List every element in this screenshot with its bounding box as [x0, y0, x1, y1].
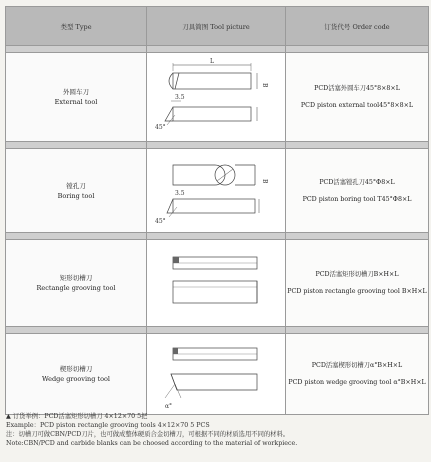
tool-catalog-table	[5, 6, 429, 415]
type-name-en: Wedge grooving tool	[41, 375, 110, 383]
type-cell	[6, 53, 147, 142]
type-cell	[6, 240, 147, 327]
boring-tool-drawing	[151, 151, 281, 231]
dim-b: 3.5	[175, 189, 185, 197]
picture-cell	[147, 149, 286, 233]
order-code-cell	[286, 240, 429, 327]
external-tool-drawing	[151, 55, 281, 139]
note-en: Note:CBN/PCD and carbide blanks can be choosed according to the material of workpiece.	[6, 440, 298, 447]
dim-b: 3.5	[175, 94, 185, 101]
table-row	[6, 240, 429, 327]
dim-angle: 45°	[155, 217, 166, 225]
table-header-row	[6, 7, 429, 46]
rectangle-grooving-tool-drawing	[151, 243, 281, 323]
type-name-cn: 楔形切槽刀	[59, 365, 93, 373]
type-cell	[6, 149, 147, 233]
dim-B: B	[261, 178, 268, 183]
picture-cell	[147, 334, 286, 415]
dim-angle: 45°	[155, 124, 166, 131]
order-code-cn: PCD活塞矩形切槽刀B×H×L	[315, 271, 399, 278]
dim-B: B	[261, 83, 268, 88]
type-name-en: Boring tool	[57, 191, 95, 200]
order-code-cn: PCD活塞镗孔刀45°Φ8×L	[319, 178, 395, 186]
picture-cell	[147, 53, 286, 142]
triangle-bullet-icon: ▲	[6, 413, 13, 420]
order-code-cell	[286, 53, 429, 142]
picture-cell	[147, 240, 286, 327]
type-name-cn: 矩形切槽刀	[59, 274, 93, 282]
type-name-cn: 外圆车刀	[63, 88, 89, 96]
order-code-cell	[286, 149, 429, 233]
note-cn: 注：切槽刀可做CBN/PCD刀片，也可做成整体硬质合金切槽刀，可根据不同的材质选用不同的材料。	[6, 431, 290, 438]
dim-angle: α°	[165, 403, 173, 410]
table-row	[6, 149, 429, 233]
wedge-grooving-tool-drawing	[151, 336, 281, 412]
order-code-cell	[286, 334, 429, 415]
catalog-sheet	[5, 6, 425, 410]
header-picture: 刀具简图 Tool picture	[147, 7, 286, 46]
order-code-cn: PCD活塞楔形切槽刀α°B×H×L	[311, 362, 403, 369]
order-code-cn: PCD活塞外圆车刀45°8×8×L	[314, 85, 400, 92]
table-row	[6, 53, 429, 142]
order-code-en: PCD piston rectangle grooving tool B×H×L	[287, 288, 427, 295]
type-name-en: External tool	[54, 98, 98, 106]
header-type: 类型 Type	[6, 7, 147, 46]
order-example-en: Example：PCD piston rectangle grooving tools 4×12×70 5 PCS	[6, 422, 210, 429]
order-example-cn: ▲ 订货举例：PCD活塞矩形切槽刀 4×12×70 5把	[6, 413, 148, 420]
order-code-en: PCD piston boring tool T45°Φ8×L	[302, 195, 412, 203]
order-notes	[6, 412, 426, 448]
type-name-en: Rectangle grooving tool	[36, 284, 116, 292]
row-separator	[6, 46, 429, 53]
type-name-cn: 镗孔刀	[66, 181, 86, 190]
type-cell	[6, 334, 147, 415]
row-separator	[6, 142, 429, 149]
order-code-en: PCD piston wedge grooving tool α°B×H×L	[288, 379, 426, 386]
dim-L: L	[210, 58, 214, 65]
order-code-en: PCD piston external tool45°8×8×L	[300, 102, 414, 109]
header-code: 订货代号 Order code	[286, 7, 429, 46]
table-row	[6, 334, 429, 415]
row-separator	[6, 327, 429, 334]
row-separator	[6, 233, 429, 240]
